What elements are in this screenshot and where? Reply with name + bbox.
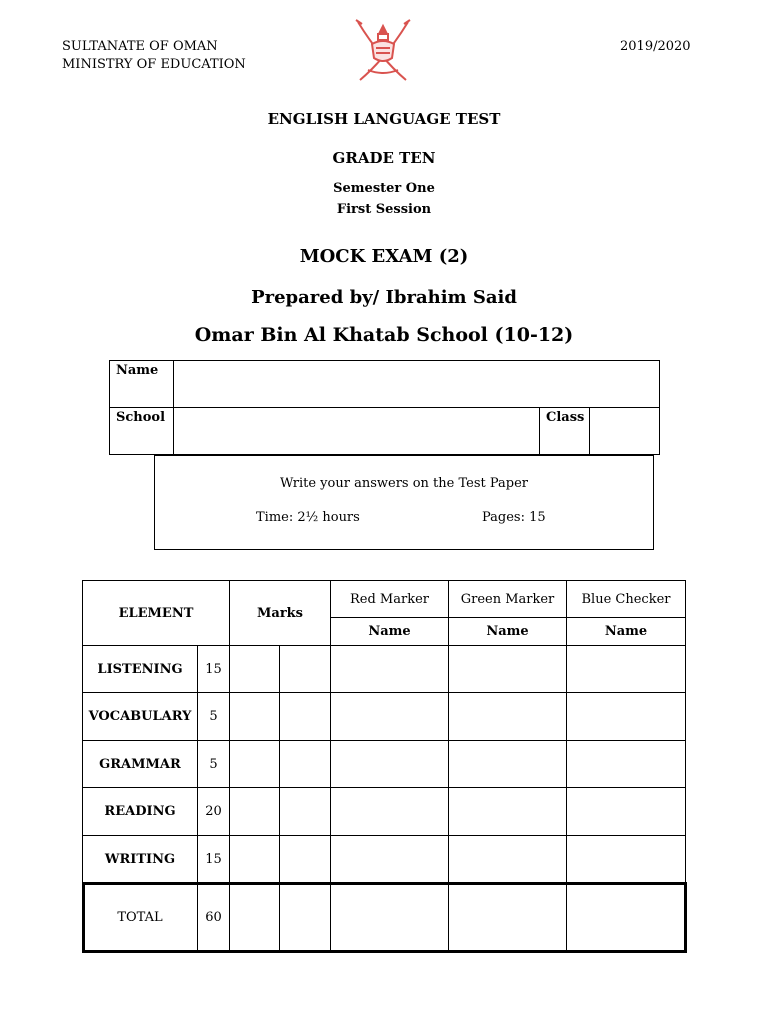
ministry-name: MINISTRY OF EDUCATION bbox=[62, 57, 246, 72]
blue-checker-cell[interactable] bbox=[567, 883, 686, 952]
score-cell[interactable] bbox=[230, 646, 280, 693]
blue-checker-cell[interactable] bbox=[567, 741, 686, 788]
green-marker-header: Green Marker bbox=[449, 581, 567, 618]
total-row bbox=[83, 883, 686, 952]
green-marker-cell[interactable] bbox=[449, 646, 567, 693]
green-marker-cell[interactable] bbox=[449, 883, 567, 952]
table-row bbox=[83, 741, 686, 788]
grade-title: GRADE TEN bbox=[332, 149, 436, 167]
name-field[interactable] bbox=[174, 361, 659, 407]
score-cell[interactable] bbox=[280, 741, 331, 788]
country-name: SULTANATE OF OMAN bbox=[62, 39, 218, 54]
table-row bbox=[83, 646, 686, 693]
red-marker-cell[interactable] bbox=[331, 741, 449, 788]
ministry-header bbox=[62, 38, 246, 74]
max-marks-cell: 5 bbox=[198, 741, 230, 788]
score-cell[interactable] bbox=[230, 836, 280, 883]
class-field[interactable] bbox=[590, 408, 659, 454]
table-row bbox=[83, 788, 686, 836]
element-cell: VOCABULARY bbox=[83, 693, 198, 741]
element-cell: GRAMMAR bbox=[83, 741, 198, 788]
oman-emblem-icon bbox=[350, 18, 416, 84]
blue-checker-cell[interactable] bbox=[567, 836, 686, 883]
prepared-by: Prepared by/ Ibrahim Said bbox=[251, 287, 517, 308]
red-marker-name-label: Name bbox=[331, 618, 449, 646]
table-row bbox=[83, 836, 686, 883]
total-max-marks: 60 bbox=[198, 883, 230, 952]
max-marks-cell: 15 bbox=[198, 646, 230, 693]
green-marker-cell[interactable] bbox=[449, 741, 567, 788]
marks-table bbox=[82, 580, 686, 952]
blue-checker-cell[interactable] bbox=[567, 646, 686, 693]
green-marker-cell[interactable] bbox=[449, 788, 567, 836]
write-answers-note: Write your answers on the Test Paper bbox=[279, 476, 528, 491]
red-marker-cell[interactable] bbox=[331, 788, 449, 836]
red-marker-cell[interactable] bbox=[331, 646, 449, 693]
score-cell[interactable] bbox=[230, 693, 280, 741]
score-cell[interactable] bbox=[230, 883, 280, 952]
time-label: Time: 2½ hours bbox=[256, 510, 360, 525]
score-cell[interactable] bbox=[230, 741, 280, 788]
test-title: ENGLISH LANGUAGE TEST bbox=[267, 110, 501, 128]
green-marker-cell[interactable] bbox=[449, 693, 567, 741]
blue-checker-cell[interactable] bbox=[567, 693, 686, 741]
element-header: ELEMENT bbox=[83, 581, 230, 646]
blue-checker-cell[interactable] bbox=[567, 788, 686, 836]
mock-exam-title: MOCK EXAM (2) bbox=[299, 246, 469, 267]
student-info-box bbox=[109, 360, 660, 455]
blue-checker-name-label: Name bbox=[567, 618, 686, 646]
total-label: TOTAL bbox=[83, 883, 198, 952]
marks-header: Marks bbox=[230, 581, 331, 646]
score-cell[interactable] bbox=[230, 788, 280, 836]
semester-label: Semester One bbox=[333, 181, 435, 196]
name-label: Name bbox=[116, 363, 159, 378]
green-marker-name-label: Name bbox=[449, 618, 567, 646]
table-row bbox=[83, 693, 686, 741]
instructions-box bbox=[154, 455, 654, 550]
blue-checker-header: Blue Checker bbox=[567, 581, 686, 618]
class-label: Class bbox=[546, 410, 585, 425]
max-marks-cell: 20 bbox=[198, 788, 230, 836]
score-cell[interactable] bbox=[280, 693, 331, 741]
session-label: First Session bbox=[336, 202, 432, 217]
max-marks-cell: 15 bbox=[198, 836, 230, 883]
pages-label: Pages: 15 bbox=[482, 510, 546, 525]
max-marks-cell: 5 bbox=[198, 693, 230, 741]
school-title: Omar Bin Al Khatab School (10-12) bbox=[194, 324, 574, 346]
element-cell: WRITING bbox=[83, 836, 198, 883]
academic-year: 2019/2020 bbox=[620, 39, 691, 54]
red-marker-cell[interactable] bbox=[331, 836, 449, 883]
school-field[interactable] bbox=[174, 408, 539, 454]
green-marker-cell[interactable] bbox=[449, 836, 567, 883]
score-cell[interactable] bbox=[280, 646, 331, 693]
school-label: School bbox=[116, 410, 166, 425]
score-cell[interactable] bbox=[280, 883, 331, 952]
element-cell: LISTENING bbox=[83, 646, 198, 693]
red-marker-cell[interactable] bbox=[331, 693, 449, 741]
score-cell[interactable] bbox=[280, 788, 331, 836]
element-cell: READING bbox=[83, 788, 198, 836]
red-marker-header: Red Marker bbox=[331, 581, 449, 618]
red-marker-cell[interactable] bbox=[331, 883, 449, 952]
score-cell[interactable] bbox=[280, 836, 331, 883]
